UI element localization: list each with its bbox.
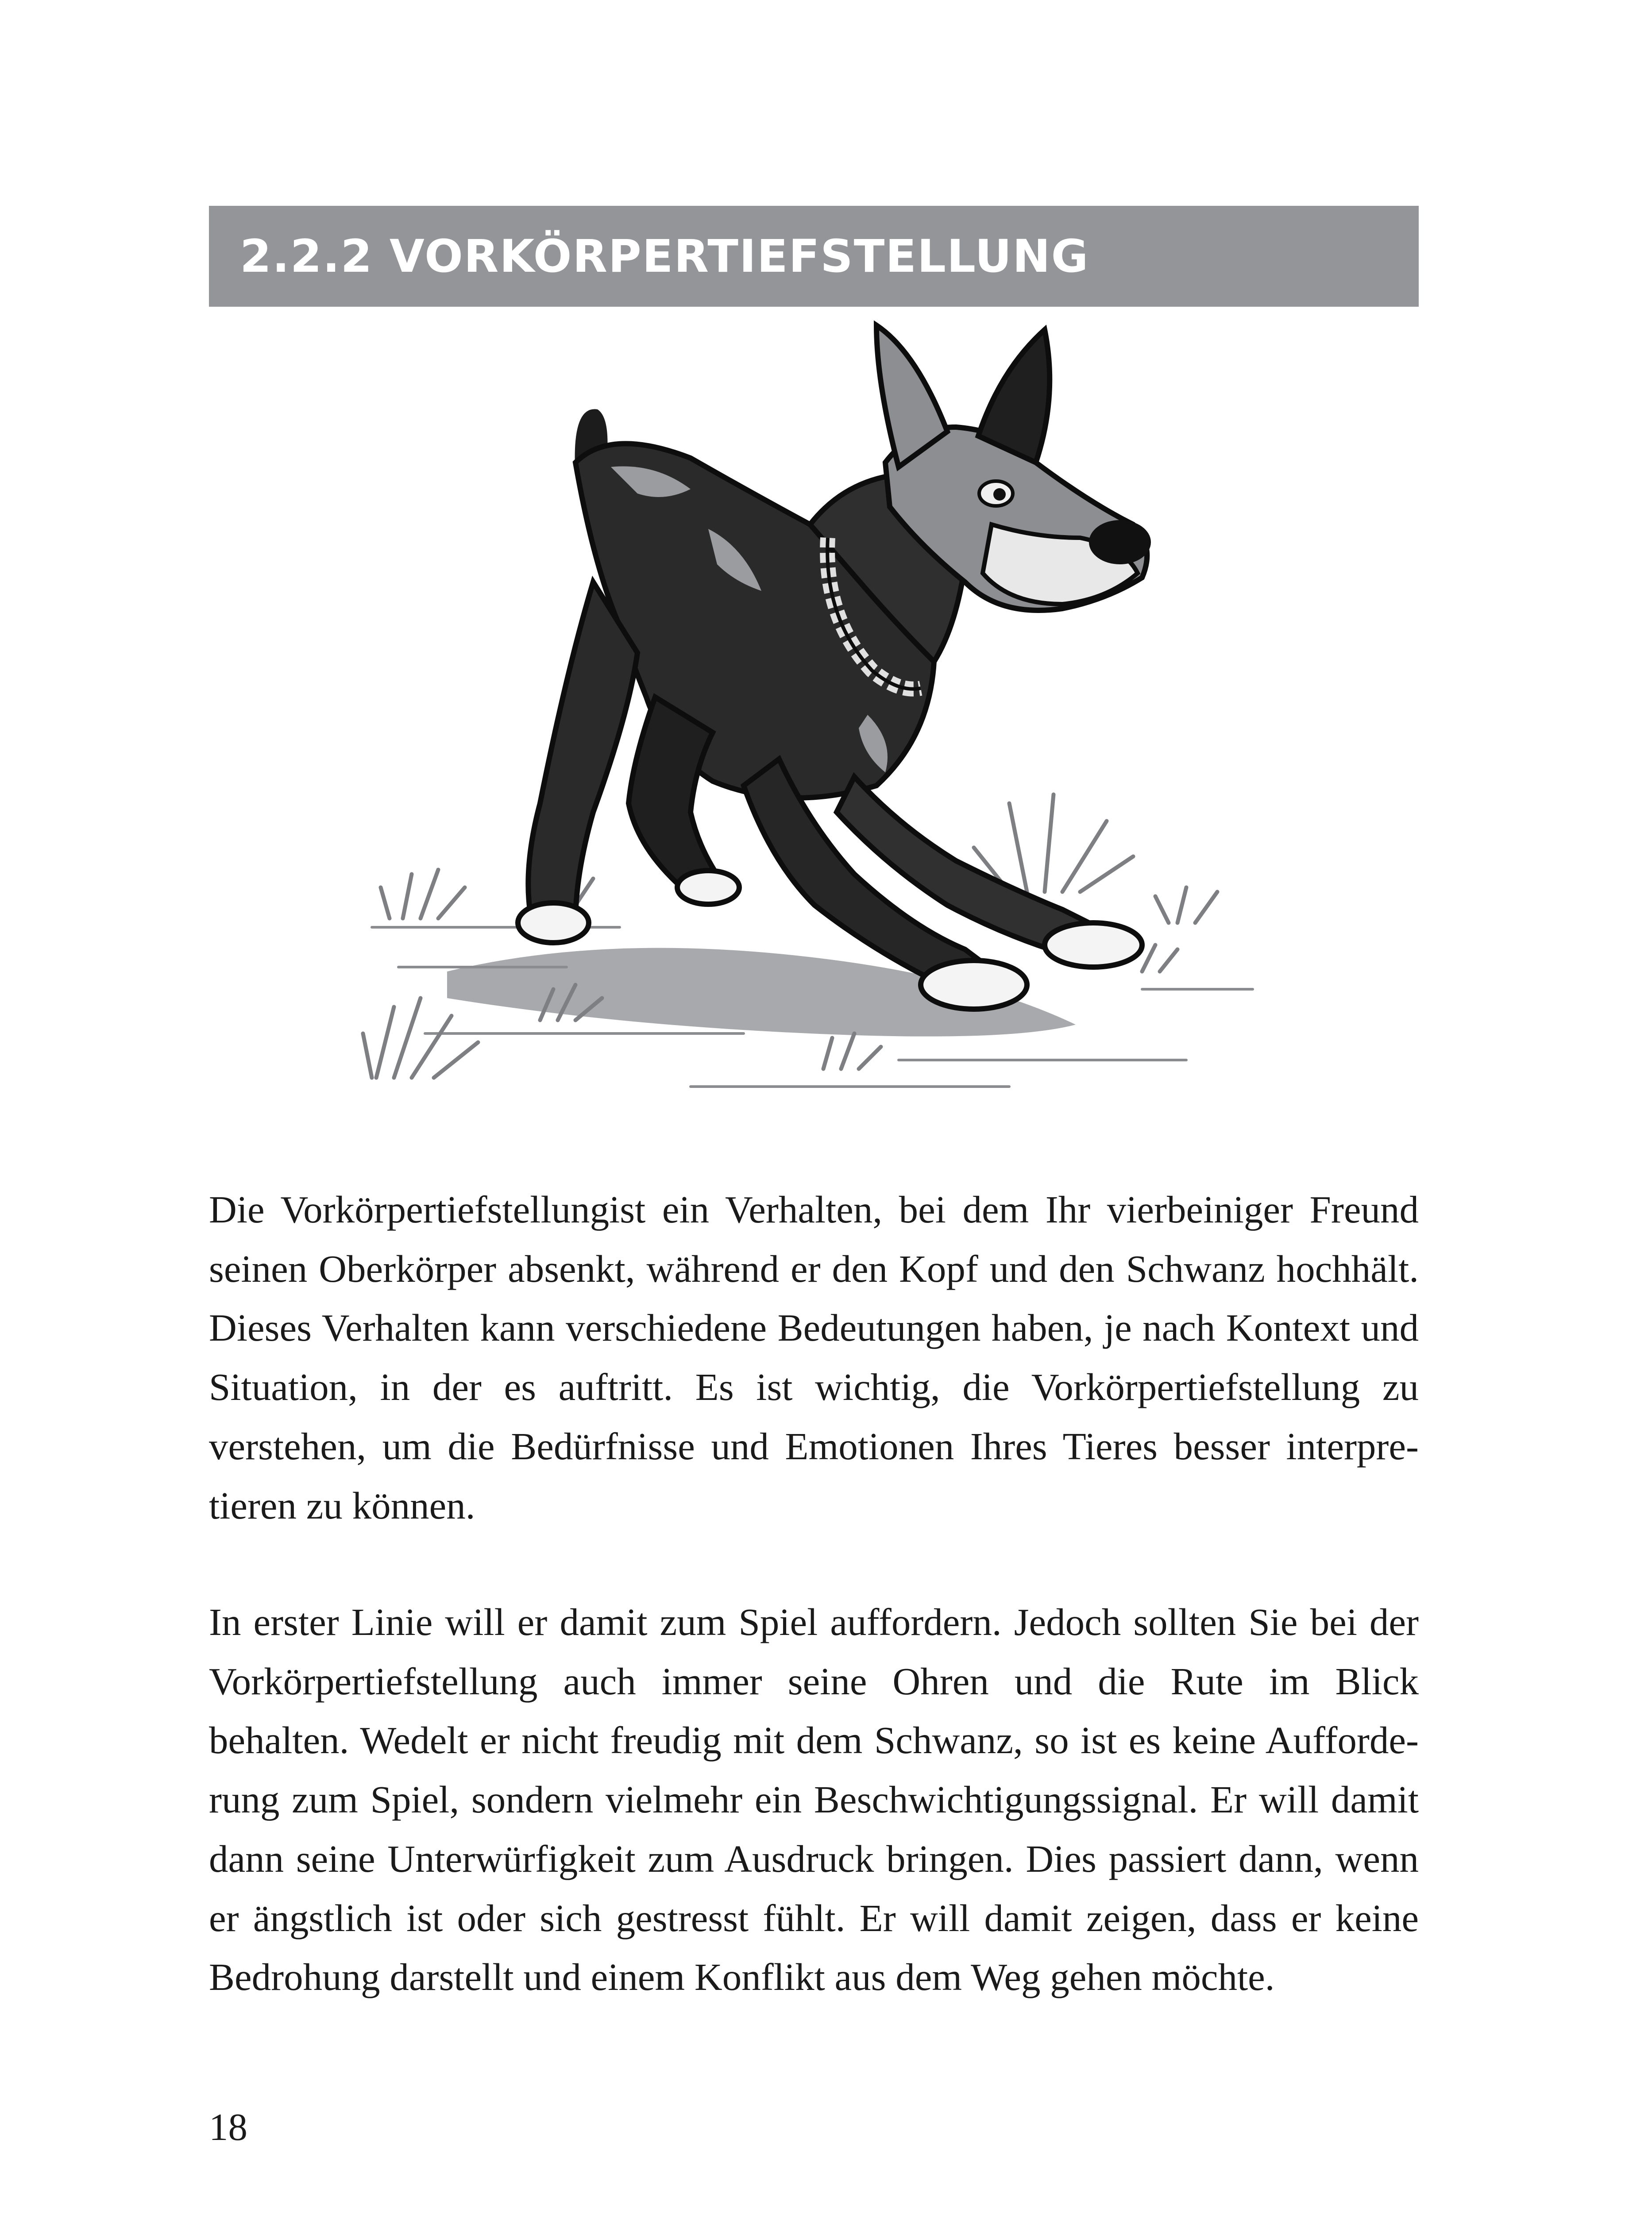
dog-ear-right (978, 330, 1050, 463)
page-number: 18 (209, 2105, 247, 2148)
paragraph-2: In erster Linie will er damit zum Spiel auffordern. Jedoch sollten Sie bei der Vorkörpertiefstellung auch immer seine Ohren und die Rute im Blick behalten. Wedelt er nicht freudig mit dem Schwanz, so ist es keine Aufforderung zum Spiel, sondern vielmehr ein Beschwichtigungssignal. Er will damit dann seine Unterwürfigkeit zum Ausdruck bringen. Dies passiert dann, wenn er ängstlich ist oder sich gestresst fühlt. Er will damit zeigen, dass er keine Bedrohung darstellt und einem Konflikt aus dem Weg gehen möchte. (209, 1600, 1419, 1999)
section-heading-bar (209, 206, 1419, 307)
dog-hind-leg-left (528, 582, 637, 923)
dog-illustration (345, 316, 1284, 1126)
dog-nose (1089, 520, 1151, 564)
section-heading: 2.2.2 VORKÖRPERTIEFSTELLUNG (240, 230, 1089, 283)
paragraph-1: Die Vorkörpertiefstellungist ein Verhalten, bei dem Ihr vierbeiniger Freund seinen Oberkörper absenkt, während er den Kopf und den Schwanz hochhält. Dieses Verhalten kann verschiedene Bedeutungen haben, je nach Kontext und Situation, in der es auftritt. Es ist wichtig, die Vorkörpertiefstellung zu verstehen, um die Bedürfnisse und Emotionen Ihres Tieres besser interpretieren zu können. (209, 1188, 1419, 1527)
